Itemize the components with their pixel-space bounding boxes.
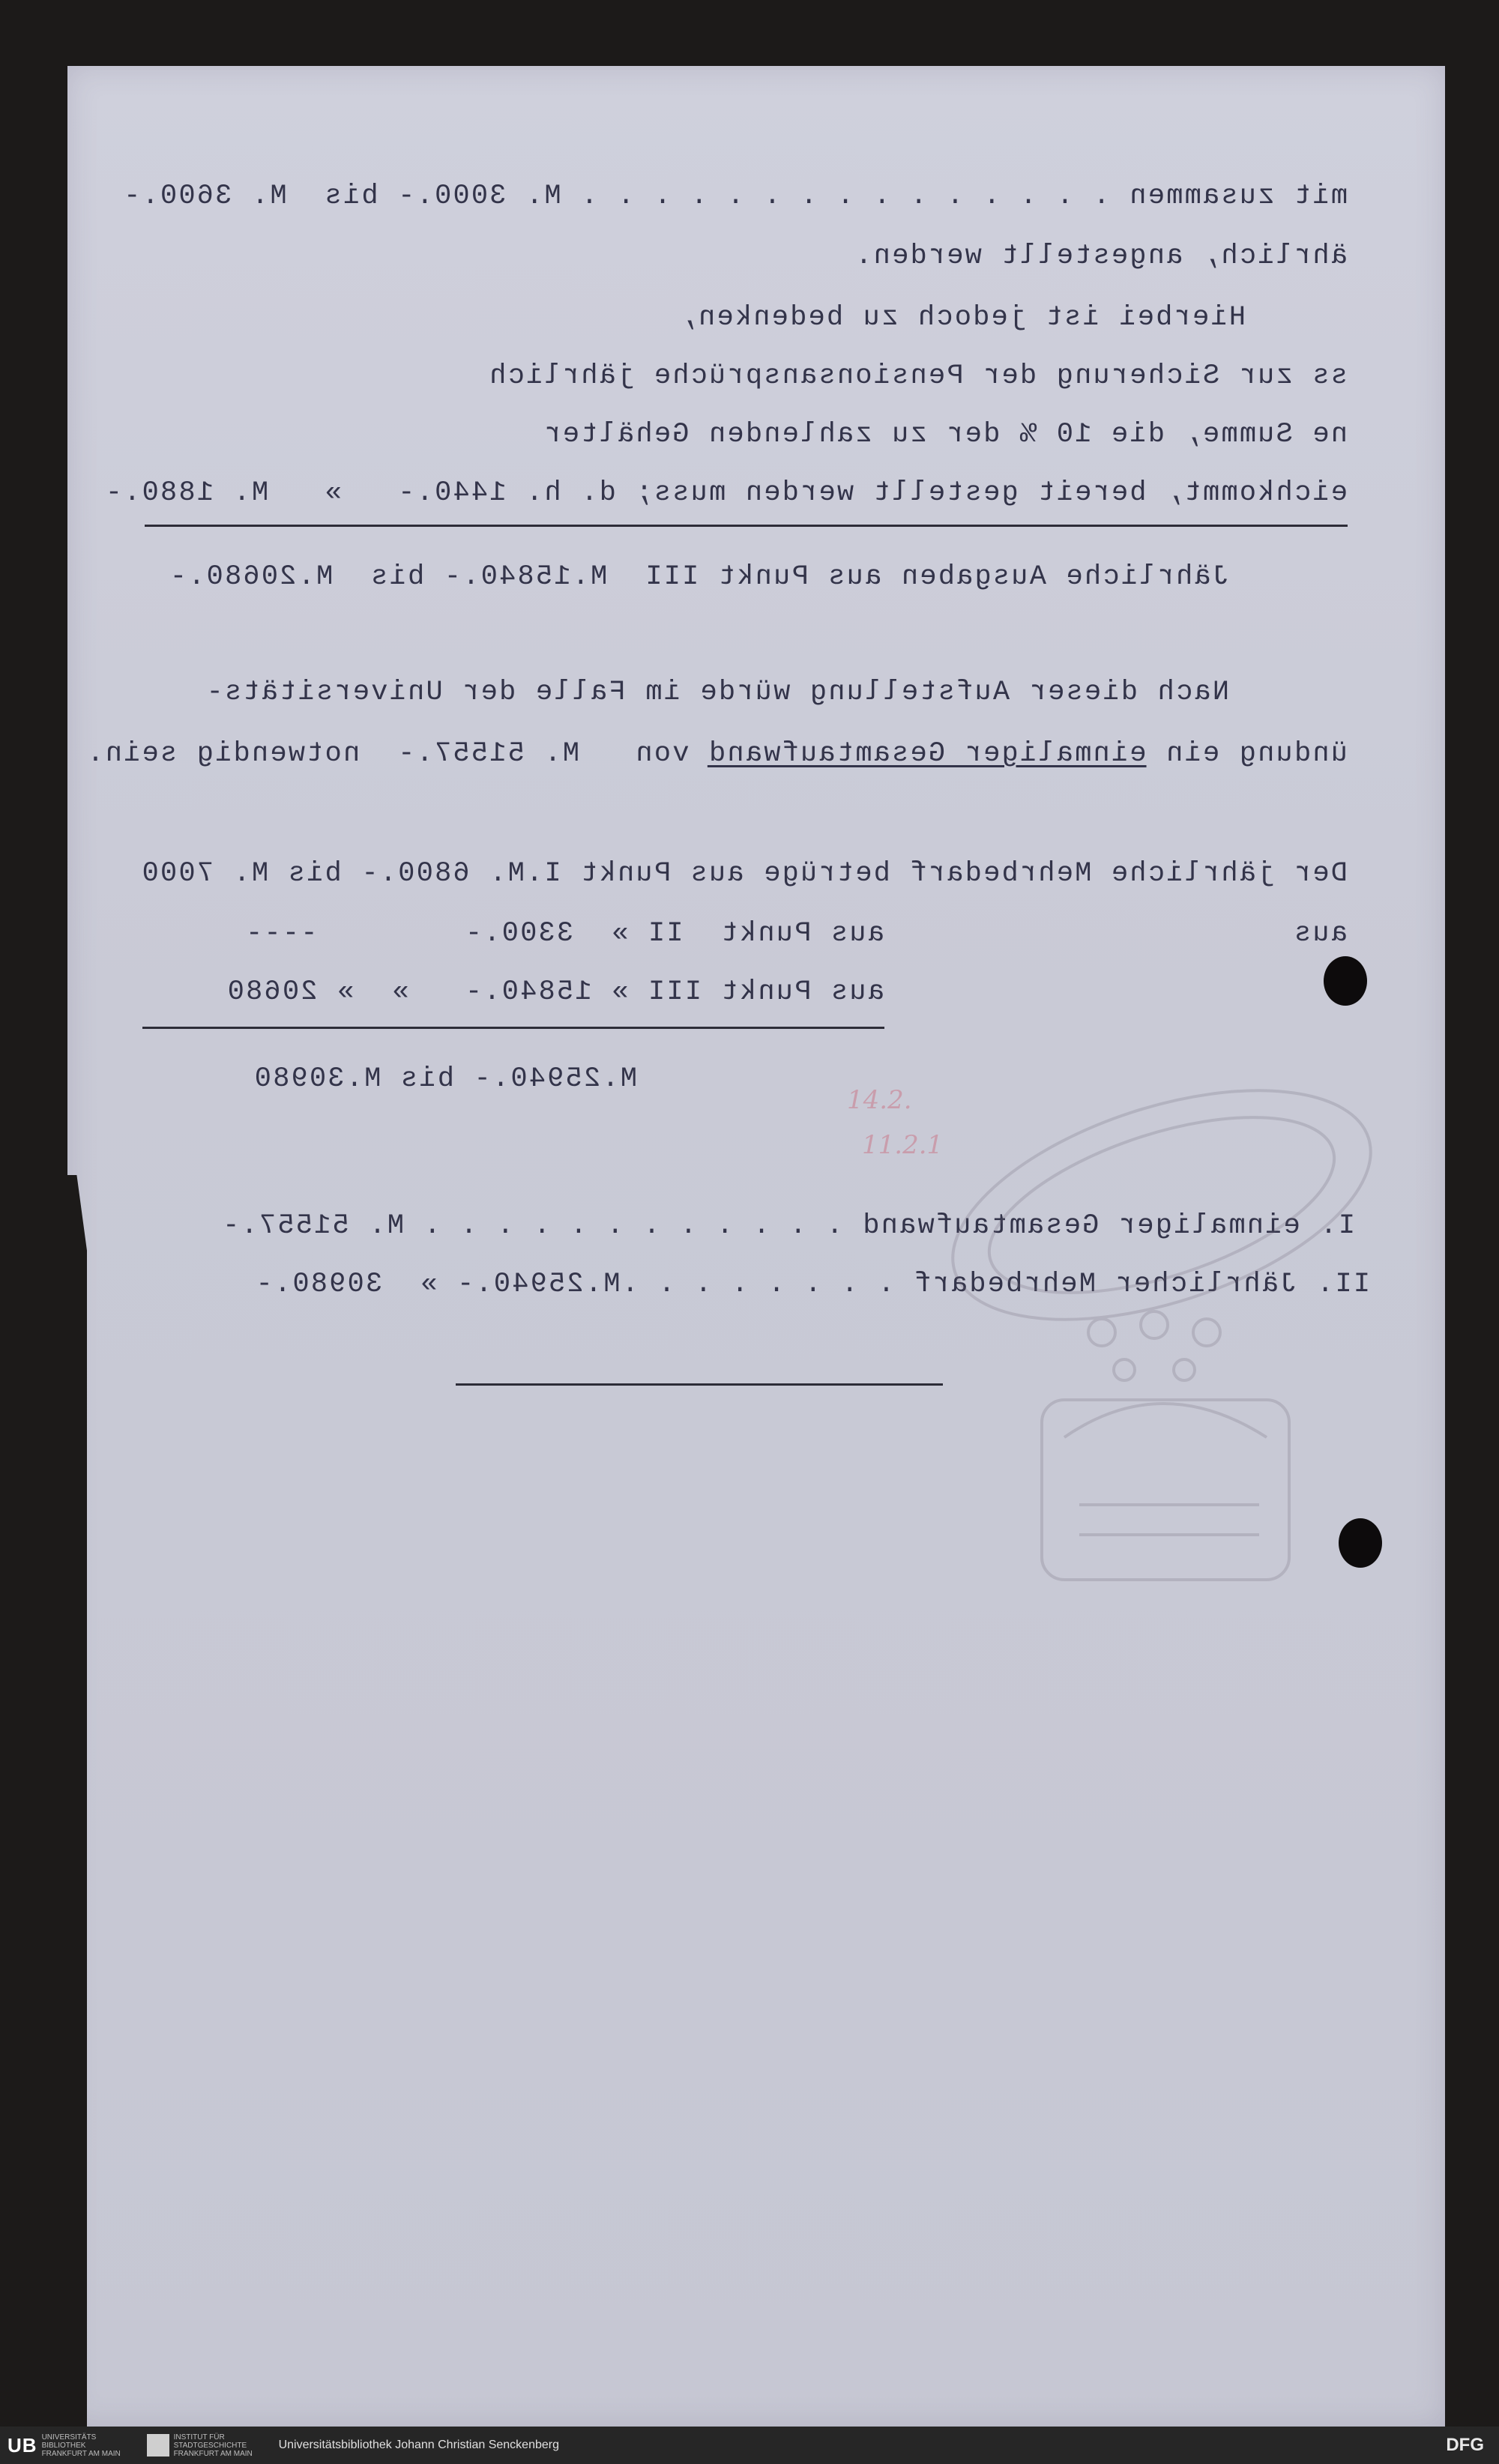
isg-logo-text: INSTITUT FÜR STADTGESCHICHTE FRANKFURT AM MAIN (173, 2433, 253, 2458)
text-line: ne Summe, die 10 % der zu zahlenden Gehälter (543, 419, 1348, 450)
text-line: mit zusammen . . . . . . . . . . . . . . . M. 3000.- bis M. 3600.- (121, 181, 1348, 212)
faded-stamp-seal (929, 1085, 1394, 1655)
ub-logo-text: UNIVERSITÄTS BIBLIOTHEK FRANKFURT AM MAIN (41, 2433, 121, 2458)
text-line: aus Punkt III » 15840.- » » 20680 (226, 976, 884, 1008)
footer-bar (0, 2427, 1499, 2464)
text-line: aus Punkt II » 3300.- ---- (244, 918, 884, 949)
text-line: Nach dieser Aufstellung würde im Falle der Universitäts- (205, 677, 1229, 708)
separator-rule (145, 525, 1348, 527)
aus-label: aus (1292, 918, 1348, 949)
punch-hole (1339, 1518, 1382, 1568)
ub-logo[interactable] (7, 2433, 132, 2458)
text-line: ündung ein einmaliger Gesamtaufwand von M. 51557.- notwendig sein. (85, 738, 1348, 770)
underlined-phrase: einmaliger Gesamtaufwand (707, 738, 1147, 770)
separator-rule (142, 1027, 884, 1029)
dfg-logo[interactable]: DFG (1446, 2435, 1484, 2455)
text-line: Der jährliche Mehrbedarf betrüge aus Punkt I.M. 6800.- bis M. 7000 (140, 858, 1348, 890)
document-sheet (67, 66, 1445, 2427)
closing-rule (456, 1383, 943, 1386)
ub-logo-mark: UB (7, 2433, 37, 2457)
text-line: I. einmaliger Gesamtaufwand . . . . . . . . . . . . M. 51557.- (220, 1210, 1355, 1242)
pencil-annotation: 14.2. (847, 1085, 912, 1115)
text-line: ährlich, angestellt werden. (854, 241, 1348, 272)
text-line: eichkommt, bereit gestellt werden muss; d. h. 1440.- » M. 1880.- (103, 477, 1348, 509)
punch-hole (1324, 956, 1367, 1006)
isg-logo-icon (147, 2434, 169, 2457)
text-line: Jährliche Ausgaben aus Punkt III M.15840.- bis M.20680.- (168, 561, 1229, 593)
text-line: M.25940.- bis M.30980 (253, 1063, 637, 1095)
text-line: II. Jährlicher Mehrbedarf . . . . . . . .M.25940.- » 30980.- (254, 1269, 1370, 1300)
text-line: ss zur Sicherung der Pensionsansprüche jährlich (488, 360, 1348, 392)
pencil-annotation: 11.2.1 (862, 1130, 944, 1160)
footer-library-name: Universitätsbibliothek Johann Christian Senckenberg (278, 2439, 559, 2451)
text-line: Hierbei ist jedoch zu bedenken, (678, 302, 1246, 333)
isg-logo[interactable] (147, 2433, 264, 2458)
